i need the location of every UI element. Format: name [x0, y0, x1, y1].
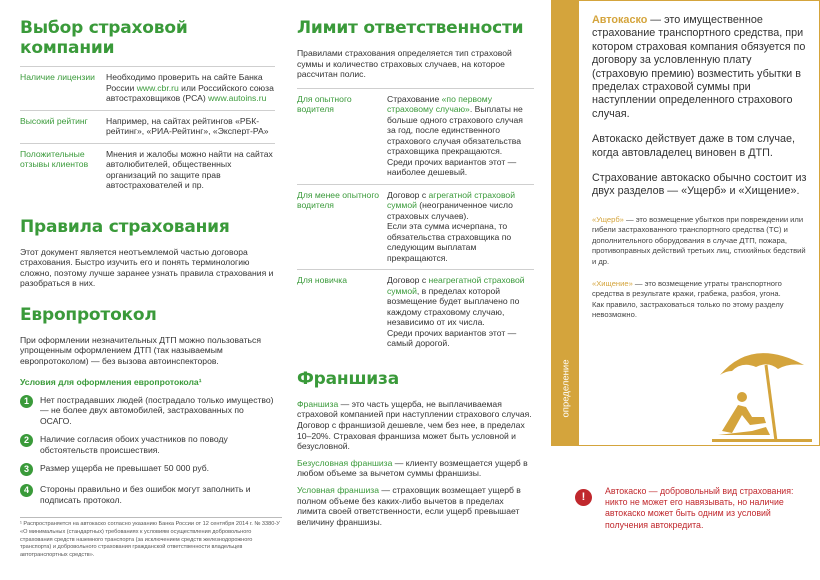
condition-item — [20, 434, 275, 455]
term: Автокаско — [592, 14, 648, 26]
condition-text: Стороны правильно и без ошибок могут заполнить и подписать протокол. — [40, 484, 251, 505]
term: «Хищение» — [592, 278, 633, 288]
row-key: Для опытного водителя — [297, 93, 352, 115]
row-key: Высокий рейтинг — [20, 115, 88, 126]
row-value — [387, 275, 534, 349]
limit-intro: Правилами страхования определяется тип страховой суммы и количество страховых случаев, на которое рассчитан полис. — [297, 48, 512, 80]
footnote: ¹ Распространяется на автокаско согласно указанию Банка России от 12 сентября 2014 г. № 3380-У «О минимальных (стандартных) требованиях к условиям осуществления добровольного страхования средств наземного транспорта (за исключением средств железнодорожного транспорта) и добровольного страхования гражданской ответственности владельцев автотранспортных средств». — [20, 517, 282, 560]
kasko-guilt-note: Автокаско действует даже в том случае, когда автовладелец виновен в ДТП. — [592, 133, 796, 159]
insurer-table — [20, 66, 275, 197]
middle-column — [297, 18, 534, 527]
insurer-row-rating — [20, 110, 275, 143]
number-badge: 1 — [20, 395, 33, 408]
row-text: . Выплаты не больше одного страхового случая за год, после единственного страхового случая обязательства страховщика прекращаются. Среди прочих вариантов этот — наиболее дешевый. — [387, 104, 523, 178]
damage-section — [592, 215, 807, 267]
insurer-row-license — [20, 66, 275, 110]
row-text: (неограниченное число страховых случаев). Если эта сумма исчерпана, то обязательства страховщика по следующим выплатам прекращаются. — [387, 200, 513, 263]
euro-text: При оформлении незначительных ДТП можно пользоваться упрощенным оформлением ДТП (так называемым европротоколом) — без вызова автоинспекторов. — [20, 334, 261, 367]
condition-item — [20, 463, 275, 476]
condition-item — [20, 484, 275, 505]
euro-title: Европротокол — [20, 304, 157, 325]
condition-text: Нет пострадавших людей (пострадало только имущество) — не более двух автомобилей, застрахованных по ОСАГО. — [40, 394, 274, 426]
row-key: Положительные отзывы клиентов — [20, 148, 89, 169]
insurer-title: Выбор страховой компании — [20, 18, 188, 58]
term: Условная франшиза — [297, 484, 379, 495]
warning-icon: ! — [575, 489, 592, 506]
conditions-list — [20, 395, 275, 506]
beach-umbrella-chair-icon — [712, 335, 812, 443]
left-column — [20, 18, 275, 505]
term-text: — это возмещение убытков при повреждении или гибели застрахованного транспортного средства (ТС) и дополнительного оборудования в случае ДТП, пожара, противоправных действий третьих лиц, стихийных бедствий и др. — [592, 214, 806, 266]
row-key: Для менее опытного водителя — [297, 189, 380, 211]
term-text: — это имущественное страхование транспортного средства, при котором страховая компания обязуется по договору за условленную плату (страховую премию) возместить убытки в пределах страховой суммы при наступлении определенного страхового случая. — [592, 14, 806, 120]
kasko-sections: Страхование автокаско обычно состоит из двух разделов — «Ущерб» и «Хищение». — [592, 172, 807, 198]
row-text: Страхование — [387, 93, 442, 104]
row-text: Договор с — [387, 189, 429, 200]
row-highlight: агрегатной страховой суммой — [387, 189, 516, 211]
rules-title: Правила страхования — [20, 216, 230, 237]
term-text: — это возмещение утраты транспортного средства в результате кражи, грабежа, разбоя, угона. Как правило, застраховаться только по этому разделу невозможно. — [592, 278, 784, 320]
row-value: Например, на сайтах рейтингов «РБК-рейтинг», «РИА-Рейтинг», «Эксперт-РА» — [106, 115, 269, 136]
euro-subheading: Условия для оформления европротокола¹ — [20, 376, 202, 387]
row-highlight: «по первому страховому случаю» — [387, 93, 493, 115]
row-key: Для новичка — [297, 275, 347, 286]
condition-text: Наличие согласия обоих участников по поводу обстоятельств происшествия. — [40, 434, 228, 455]
autoins-link[interactable]: www.autoins.ru — [208, 93, 267, 103]
band-label-text: определение — [560, 359, 572, 418]
franchise-title: Франшиза — [297, 368, 399, 389]
row-value: Мнения и жалобы можно найти на сайтах автолюбителей, общественных организаций по защите прав автострахователей и пр. — [106, 148, 273, 190]
condition-item — [20, 395, 275, 427]
row-text: или Российского союза автостраховщиков (РСА) — [106, 82, 274, 103]
number-badge: 2 — [20, 434, 33, 447]
term-text: — клиенту возмещается ущерб в любом объеме за вычетом суммы франшизы. — [297, 457, 528, 479]
row-highlight: неагрегатной страховой суммой — [387, 275, 525, 296]
franchise-definition — [297, 399, 534, 452]
term: Франшиза — [297, 398, 339, 409]
insurer-row-reviews — [20, 143, 275, 197]
term-text: — страховщик возмещает ущерб в полном объеме без каких-либо вычетов в пределах лимита своей ответственности, если ущерб превышает величину франшизы. — [297, 484, 521, 527]
row-value — [387, 190, 534, 264]
row-value — [387, 94, 534, 178]
row-value — [106, 72, 275, 104]
kasko-definition — [592, 14, 807, 121]
theft-section — [592, 279, 792, 321]
limit-row-experienced — [297, 88, 534, 184]
definition-content — [592, 14, 807, 321]
number-badge: 3 — [20, 463, 33, 476]
row-text: Необходимо проверить на сайте Банка России — [106, 72, 263, 93]
row-text: , в пределах которой возмещение будет выплачено по каждому страховому случаю, независимо от их числа. Среди прочих вариантов этот — самый дорогой. — [387, 285, 520, 349]
term-text: — это часть ущерба, не выплачиваемая страховой компанией при наступлении страхового случая. Договор с франшизой дешевле, чем без нее, в пределах 10–20%. Страховая франшиза может быть условной и безусловной. — [297, 398, 532, 452]
limit-title: Лимит ответственности — [297, 18, 524, 38]
rules-text: Этот документ является неотъемлемой частью договора страхования. Быстро изучить его и понять терминологию сложно, поэтому лучше заранее узнать правила страхования и разобраться в них. — [20, 246, 274, 289]
limit-row-novice — [297, 269, 534, 355]
warning-note: Автокаско — добровольный вид страхования: никто не может его навязывать, но наличие автокаско может быть одним из условий получения автокредита. — [605, 486, 794, 530]
term: «Ущерб» — [592, 214, 624, 224]
band-label — [551, 355, 579, 425]
limit-row-less-experienced — [297, 184, 534, 270]
term: Безусловная франшиза — [297, 457, 393, 468]
number-badge: 4 — [20, 484, 33, 497]
row-text: Договор с — [387, 275, 429, 286]
conditional-franchise — [297, 485, 534, 527]
row-key: Наличие лицензии — [20, 72, 95, 82]
cbr-link[interactable]: www.cbr.ru — [136, 82, 179, 93]
unconditional-franchise — [297, 458, 534, 479]
condition-text: Размер ущерба не превышает 50 000 руб. — [40, 463, 210, 474]
